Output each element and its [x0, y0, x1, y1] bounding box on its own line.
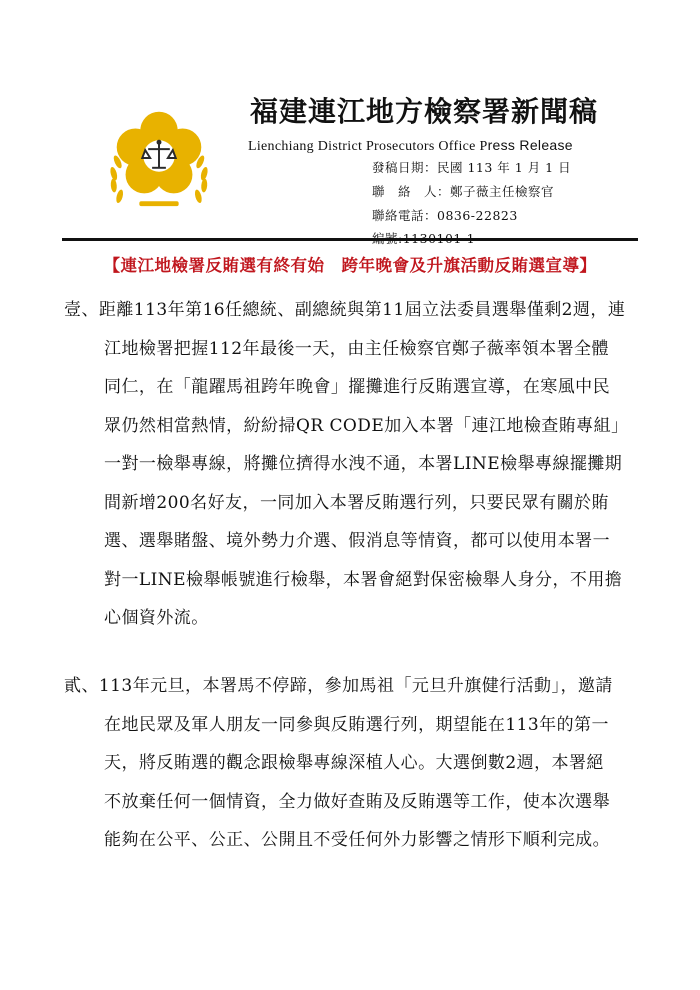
contact-person: 聯 絡 人：鄭子薇主任檢察官 — [372, 184, 555, 199]
headline: 【連江地檢署反賄選有終有始 跨年晚會及升旗活動反賄選宣導】 — [103, 256, 597, 275]
paragraph-line: 心個資外流。 — [104, 608, 209, 628]
paragraph-line: 江地檢署把握112年最後一天，由主任檢察官鄭子薇率領本署全體 — [104, 338, 609, 359]
paragraph-line: 不放棄任何一個情資，全力做好查賄及反賄選等工作，使本次選舉 — [104, 791, 611, 812]
paragraph-line: 貳、113年元旦，本署馬不停蹄，參加馬祖「元旦升旗健行活動」，邀請 — [64, 676, 613, 696]
page-title: 福建連江地方檢察署新聞稿 — [250, 95, 599, 128]
subtitle-sans-part: ress Release — [487, 137, 573, 153]
paragraph-line: 對一LINE檢舉帳號進行檢舉，本署會絕對保密檢舉人身分，不用擔 — [104, 569, 623, 590]
contact-phone: 聯絡電話：0836-22823 — [372, 208, 518, 223]
paragraph-line: 天，將反賄選的觀念跟檢舉專線深植人心。大選倒數2週，本署絕 — [104, 753, 604, 773]
paragraph-line: 眾仍然相當熱情，紛紛掃QR CODE加入本署「連江地檢查賄專組」 — [104, 415, 629, 436]
page-subtitle — [248, 137, 573, 155]
paragraph-line: 在地民眾及軍人朋友一同參與反賄選行列，期望能在113年的第一 — [104, 714, 609, 735]
paragraph-line: 一對一檢舉專線，將攤位擠得水洩不通，本署LINE檢舉專線擺攤期 — [104, 454, 623, 474]
paragraph-2 — [64, 667, 613, 860]
prosecutors-office-emblem-icon — [100, 100, 218, 212]
release-date: 發稿日期：民國 113 年 1 月 1 日 — [372, 160, 572, 175]
header-divider — [62, 238, 638, 241]
paragraph-line: 選、選舉賭盤、境外勢力介選、假消息等情資，都可以使用本署一 — [104, 531, 611, 551]
paragraph-line: 間新增200名好友，一同加入本署反賄選行列，只要民眾有關於賄 — [104, 492, 609, 513]
subtitle-serif-part: Lienchiang District Prosecutors Office P — [248, 139, 488, 154]
paragraph-line: 能夠在公平、公正、公開且不受任何外力影響之情形下順利完成。 — [104, 830, 611, 850]
paragraph-line: 壹、距離113年第16任總統、副總統與第11屆立法委員選舉僅剩2週，連 — [64, 300, 626, 320]
paragraph-1 — [64, 291, 629, 638]
paragraph-line: 同仁，在「龍躍馬祖跨年晚會」擺攤進行反賄選宣導，在寒風中民 — [104, 377, 611, 397]
